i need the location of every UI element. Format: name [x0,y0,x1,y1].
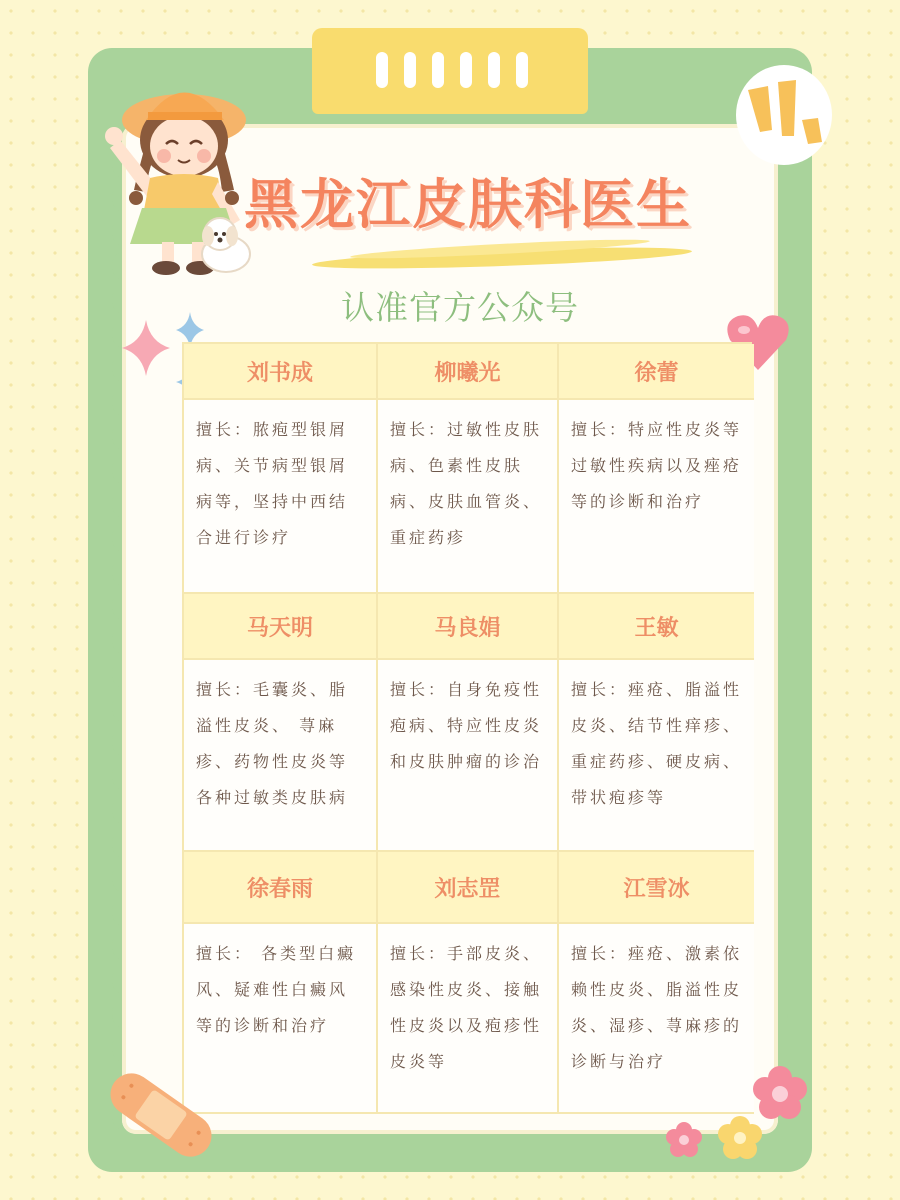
bandage-icon [96,1060,226,1170]
doctor-specialty: 擅长： 各类型白癜风、疑难性白癜风等的诊断和治疗 [184,924,378,1114]
flower-icon [658,1060,818,1170]
page-title: 黑龙江皮肤科医生 [244,173,692,236]
doctor-name: 刘志罡 [378,852,559,924]
doctor-specialty: 擅长：脓疱型银屑病、关节病型银屑病等，坚持中西结合进行诊疗 [184,400,378,594]
doctor-specialty: 擅长：痤疮、脂溢性皮炎、结节性痒疹、重症药疹、硬皮病、带状疱疹等 [559,660,754,852]
page-subtitle: 认准官方公众号 [341,288,579,327]
doctor-name: 徐春雨 [184,852,378,924]
doctor-name: 刘书成 [184,344,378,400]
doctor-specialty: 擅长：痤疮、激素依赖性皮炎、脂溢性皮炎、湿疹、荨麻疹的诊断与治疗 [559,924,754,1114]
exclamation-marks-icon [732,60,836,170]
doctor-name: 马良娟 [378,594,559,660]
doctor-name: 王敏 [559,594,754,660]
top-tab-decoration [312,28,588,114]
doctor-specialty: 擅长：过敏性皮肤病、色素性皮肤病、皮肤血管炎、重症药疹 [378,400,559,594]
doctor-specialty: 擅长：特应性皮炎等过敏性疾病以及痤疮等的诊断和治疗 [559,400,754,594]
doctor-table [182,342,752,1112]
doctor-name: 江雪冰 [559,852,754,924]
doctor-name: 柳曦光 [378,344,559,400]
doctor-specialty: 擅长：毛囊炎、脂溢性皮炎、 荨麻疹、药物性皮炎等各种过敏类皮肤病 [184,660,378,852]
doctor-specialty: 擅长：自身免疫性疱病、特应性皮炎和皮肤肿瘤的诊治 [378,660,559,852]
doctor-name: 马天明 [184,594,378,660]
doctor-name: 徐蕾 [559,344,754,400]
doctor-specialty: 擅长：手部皮炎、感染性皮炎、接触性皮炎以及疱疹性皮炎等 [378,924,559,1114]
